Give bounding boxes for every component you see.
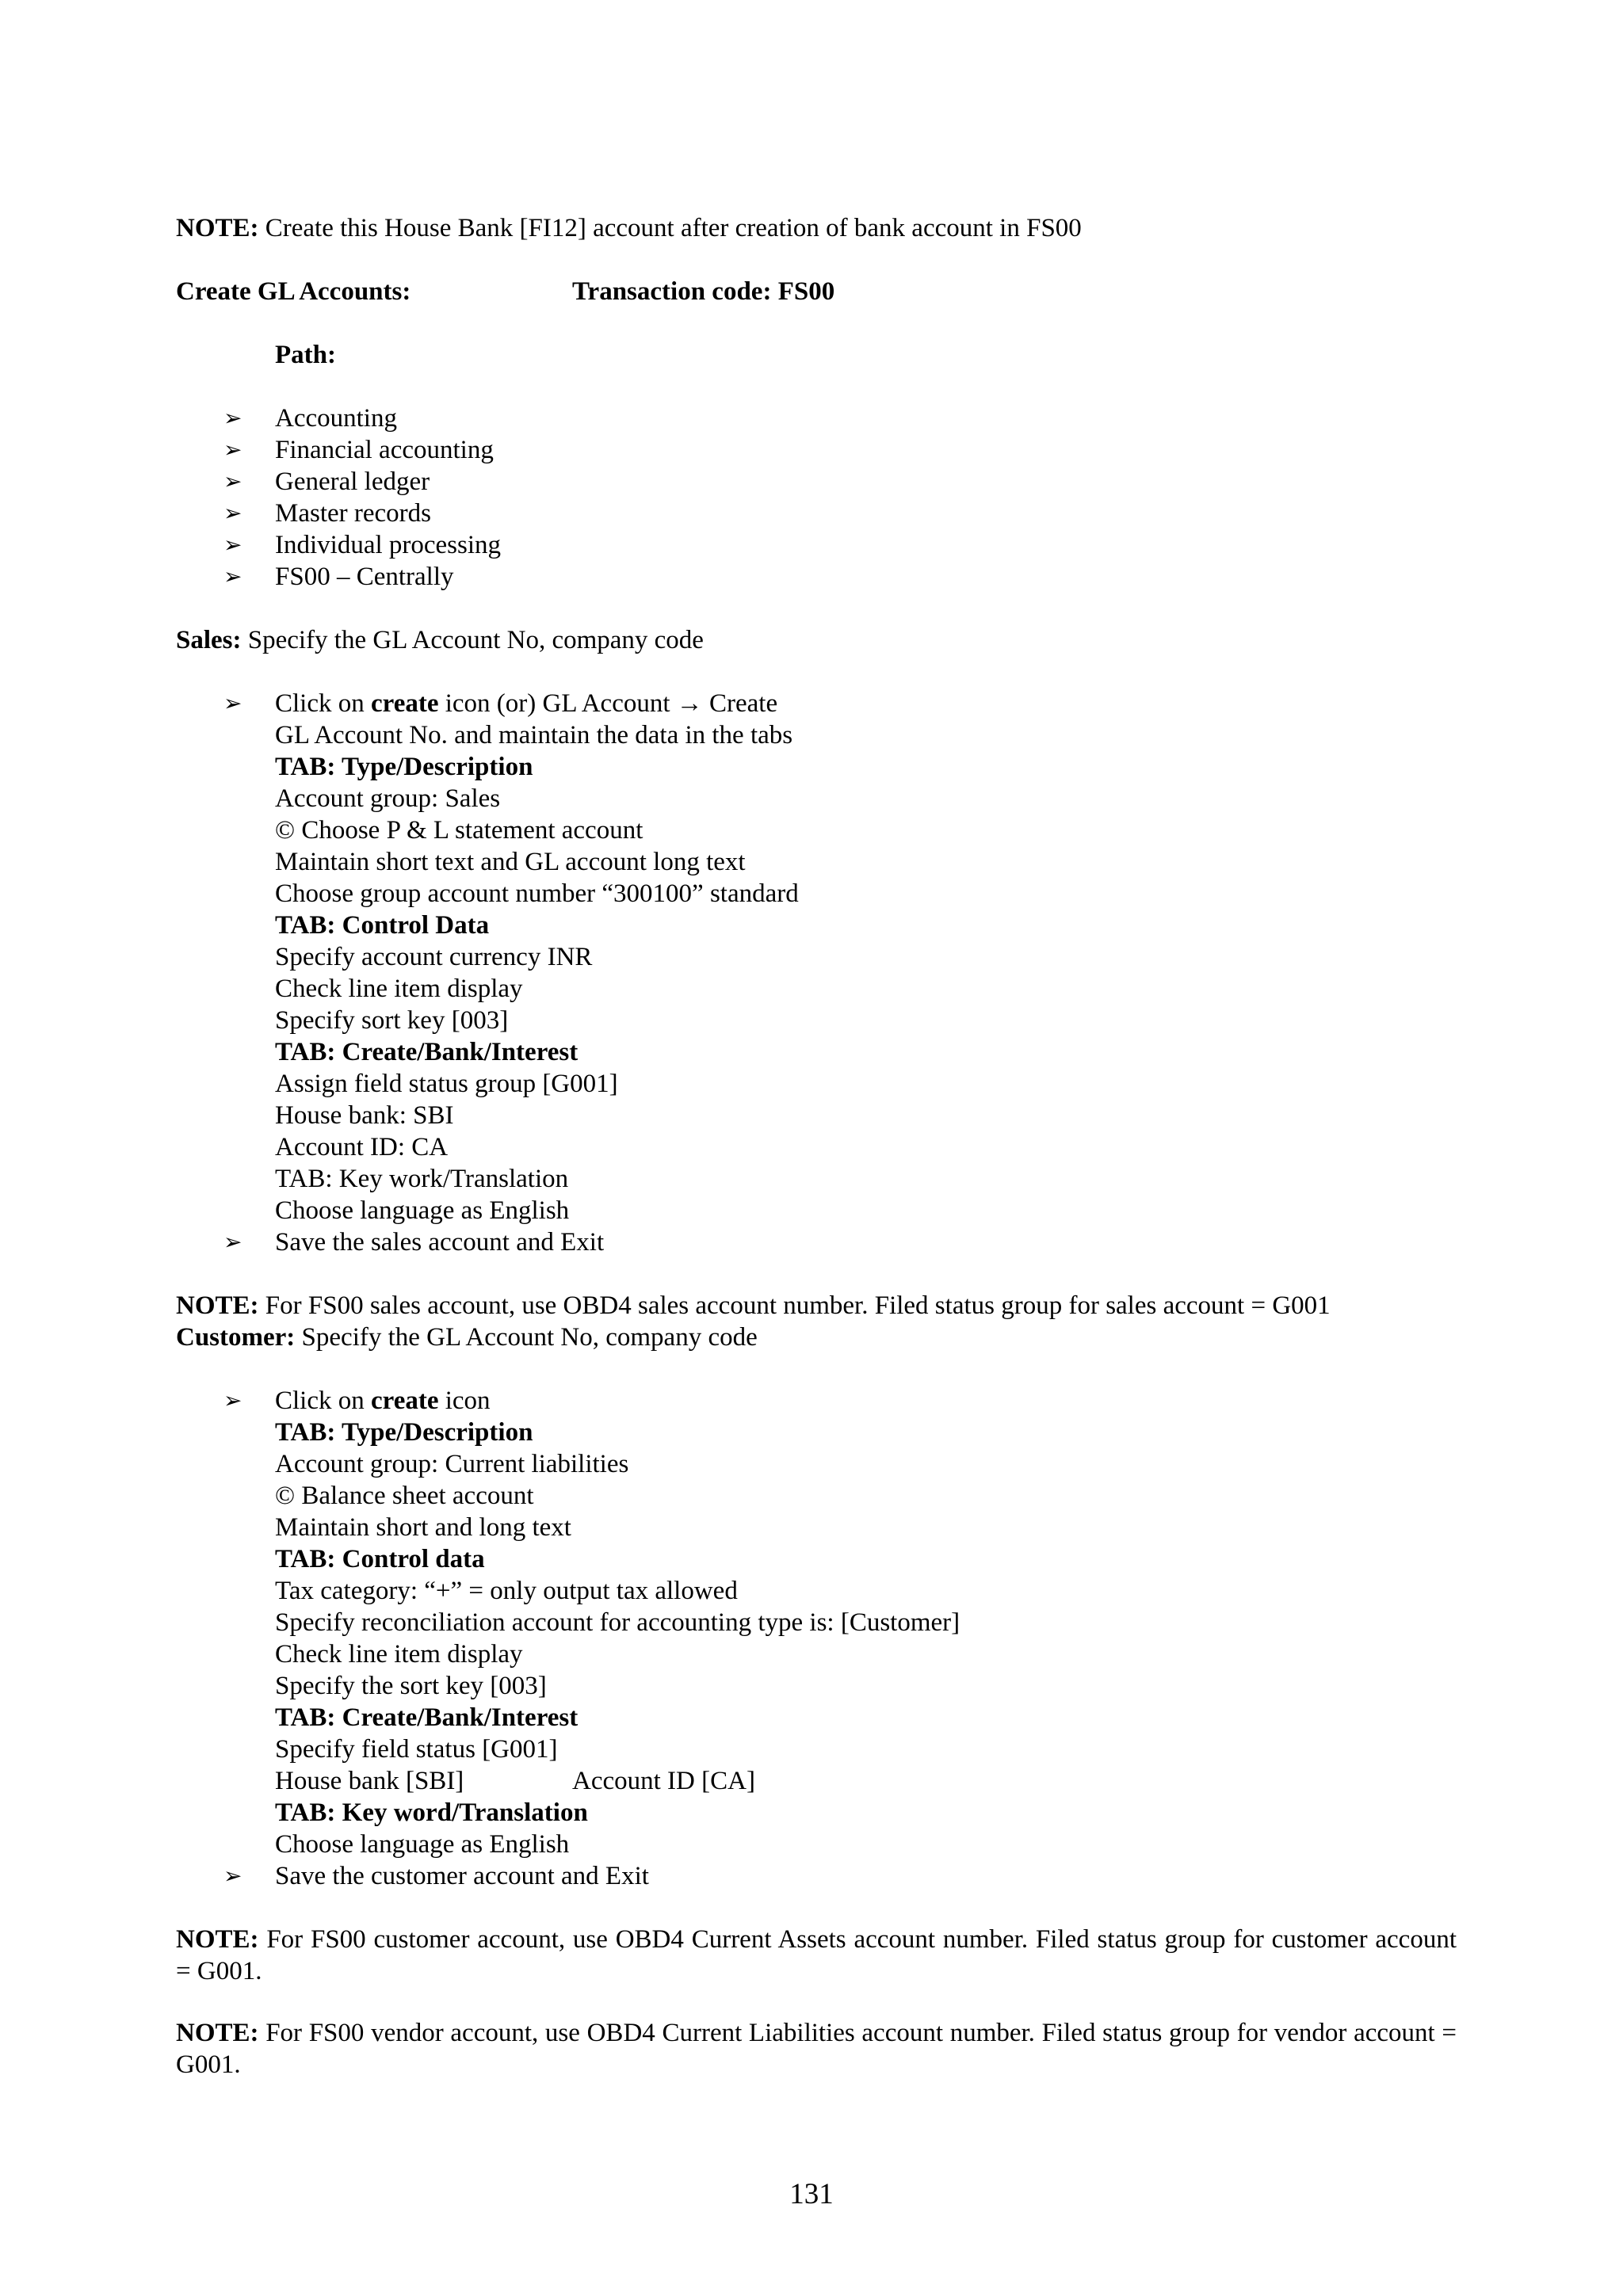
sales-line: Choose group account number “300100” standard bbox=[275, 879, 799, 908]
note-text: Create this House Bank [FI12] account after creation of bank account in FS00 bbox=[258, 214, 1082, 242]
sales-tab-heading: TAB: Control Data bbox=[275, 911, 490, 940]
bullet-arrow-icon: ➢ bbox=[223, 1387, 242, 1413]
note-vendor: NOTE: For FS00 vendor account, use OBD4 Current Liabilities account number. Filed status group for vendor account = G001. bbox=[176, 2019, 1457, 2079]
sales-line: Specify account currency INR bbox=[275, 943, 593, 971]
path-label: Path: bbox=[275, 341, 336, 369]
bullet-arrow-icon: ➢ bbox=[223, 1229, 242, 1255]
sales-line: GL Account No. and maintain the data in the tabs bbox=[275, 721, 793, 749]
customer-step-save: Save the customer account and Exit bbox=[275, 1862, 649, 1890]
sales-line: Assign field status group [G001] bbox=[275, 1070, 618, 1098]
section-heading bbox=[176, 276, 411, 307]
customer-line: Specify reconciliation account for accounting type is: [Customer] bbox=[275, 1608, 960, 1637]
sales-line: © Choose P & L statement account bbox=[275, 816, 643, 845]
sales-intro: Sales: Specify the GL Account No, company code bbox=[176, 626, 704, 654]
customer-tab-heading: TAB: Control data bbox=[275, 1545, 485, 1573]
customer-line: Maintain short and long text bbox=[275, 1513, 571, 1542]
customer-account-id: Account ID [CA] bbox=[572, 1767, 755, 1795]
customer-line: Specify the sort key [003] bbox=[275, 1672, 547, 1700]
sales-line: House bank: SBI bbox=[275, 1101, 454, 1130]
page-number: 131 bbox=[789, 2178, 834, 2210]
sales-tab-heading: TAB: Create/Bank/Interest bbox=[275, 1038, 579, 1066]
bullet-arrow-icon: ➢ bbox=[223, 405, 242, 431]
note-customer: NOTE: For FS00 customer account, use OBD4 Current Assets account number. Filed status group for customer account = G001. bbox=[176, 1925, 1457, 1985]
path-item: General ledger bbox=[275, 467, 430, 496]
heading-title: Create GL Accounts: bbox=[176, 277, 411, 306]
customer-step-create: Click on create icon bbox=[275, 1386, 491, 1415]
path-item: FS00 – Centrally bbox=[275, 563, 454, 591]
sales-line: Account group: Sales bbox=[275, 784, 501, 813]
sales-line: TAB: Key work/Translation bbox=[275, 1165, 569, 1193]
customer-line: Account group: Current liabilities bbox=[275, 1450, 629, 1478]
sales-tab-heading: TAB: Type/Description bbox=[275, 753, 533, 781]
note-sales: NOTE: For FS00 sales account, use OBD4 sales account number. Filed status group for sales account = G001 bbox=[176, 1291, 1331, 1320]
bullet-arrow-icon: ➢ bbox=[223, 690, 242, 716]
sales-line: Specify sort key [003] bbox=[275, 1006, 509, 1035]
sales-step-create: Click on create icon (or) GL Account → Create bbox=[275, 689, 778, 718]
path-item: Accounting bbox=[275, 404, 397, 433]
customer-line: Tax category: “+” = only output tax allowed bbox=[275, 1577, 738, 1605]
customer-intro: Customer: Specify the GL Account No, company code bbox=[176, 1323, 758, 1352]
path-item: Individual processing bbox=[275, 531, 502, 559]
sales-line: Maintain short text and GL account long text bbox=[275, 848, 746, 876]
bullet-arrow-icon: ➢ bbox=[223, 468, 242, 494]
bullet-arrow-icon: ➢ bbox=[223, 437, 242, 463]
customer-line: Choose language as English bbox=[275, 1830, 570, 1859]
customer-line: House bank [SBI] bbox=[275, 1767, 464, 1795]
bullet-arrow-icon: ➢ bbox=[223, 1863, 242, 1889]
bullet-arrow-icon: ➢ bbox=[223, 563, 242, 589]
bullet-arrow-icon: ➢ bbox=[223, 532, 242, 558]
sales-step-save: Save the sales account and Exit bbox=[275, 1228, 605, 1257]
path-item: Financial accounting bbox=[275, 436, 494, 464]
customer-tab-heading: TAB: Create/Bank/Interest bbox=[275, 1703, 579, 1732]
customer-line: Check line item display bbox=[275, 1640, 523, 1669]
bullet-arrow-icon: ➢ bbox=[223, 500, 242, 526]
customer-line: © Balance sheet account bbox=[275, 1482, 534, 1510]
transaction-code bbox=[572, 276, 834, 307]
path-item: Master records bbox=[275, 499, 432, 528]
customer-line: Specify field status [G001] bbox=[275, 1735, 558, 1764]
sales-line: Check line item display bbox=[275, 974, 523, 1003]
customer-tab-heading: TAB: Type/Description bbox=[275, 1418, 533, 1447]
customer-tab-heading: TAB: Key word/Translation bbox=[275, 1798, 588, 1827]
note-label: NOTE: bbox=[176, 214, 259, 242]
sales-line: Choose language as English bbox=[275, 1196, 570, 1225]
transaction-code-text: Transaction code: FS00 bbox=[572, 277, 835, 306]
note-house-bank bbox=[176, 212, 1082, 244]
sales-line: Account ID: CA bbox=[275, 1133, 449, 1161]
